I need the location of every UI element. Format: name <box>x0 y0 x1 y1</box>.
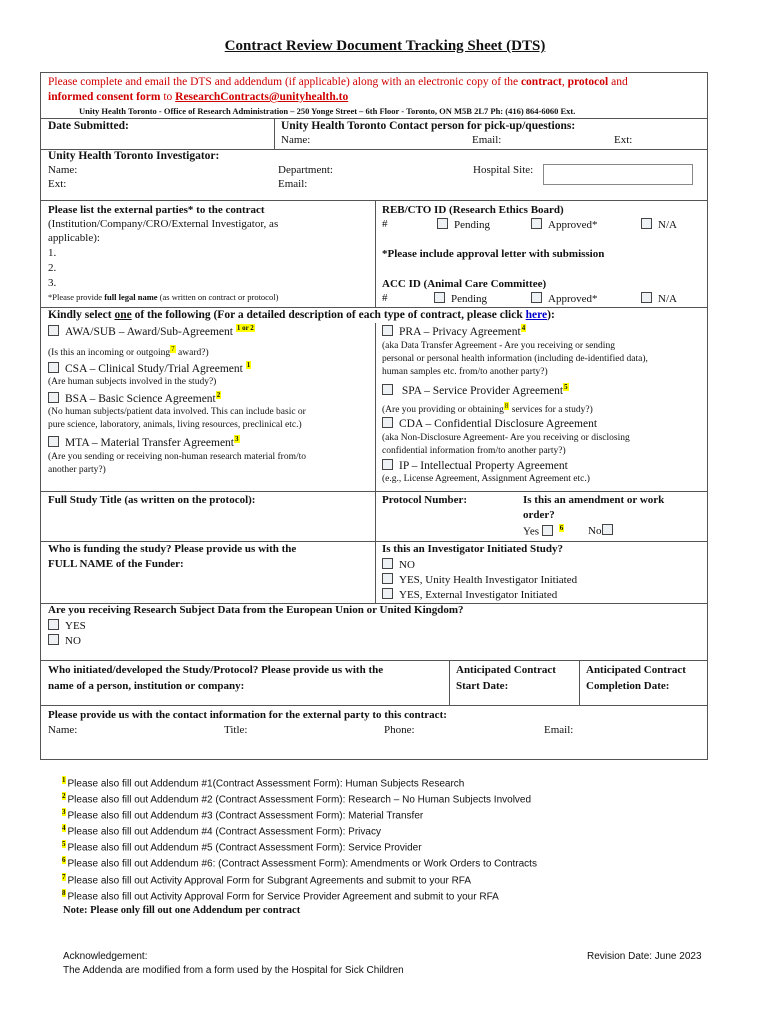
investigator-department-label: Department: <box>278 164 333 176</box>
footnote-3: $^3$ Please also fill out Addendum #3 (Contract Assessment Form): Material Transfer <box>62 808 424 822</box>
eu-yes-checkbox[interactable]: YES <box>48 619 86 632</box>
investigator-heading: Unity Health Toronto Investigator: <box>48 150 220 162</box>
awa-checkbox[interactable]: AWA/SUB – Award/Sub-Agreement $^{1 or 2}$ <box>48 324 255 338</box>
amendment-question: Is this an amendment or work <box>523 494 665 506</box>
checkbox-icon <box>602 524 613 535</box>
checkbox-icon <box>434 292 445 303</box>
completion-date-label-2: Completion Date: <box>586 680 670 692</box>
mta-checkbox[interactable]: MTA – Material Transfer Agreement$^3$ <box>48 435 240 449</box>
external-parties-sub: (Institution/Company/CRO/External Investigator, as <box>48 218 279 230</box>
acc-number-label: # <box>382 292 388 304</box>
checkbox-icon <box>48 325 59 336</box>
checkbox-icon <box>382 573 393 584</box>
iis-question: Is this an Investigator Initiated Study? <box>382 543 564 555</box>
footnote-2: $^2$ Please also fill out Addendum #2 (Contract Assessment Form): Research – No Human Subjects Involved <box>62 792 532 806</box>
cda-checkbox[interactable]: CDA – Confidential Disclosure Agreement <box>382 417 597 430</box>
footnote-6: $^6$ Please also fill out Addendum #6: (Contract Assessment Form): Amendments or Work Orders to Contracts <box>62 856 537 870</box>
checkbox-icon <box>48 436 59 447</box>
reb-number-label: # <box>382 218 388 230</box>
intro-line-1: Please complete and email the DTS and addendum (if applicable) along with an electronic copy of the contract, protocol and <box>48 76 628 88</box>
footnote-5: $^5$ Please also fill out Addendum #5 (Contract Assessment Form): Service Provider <box>62 840 422 854</box>
start-date-label-2: Start Date: <box>456 680 509 692</box>
footnote-7: $^7$ Please also fill out Activity Approval Form for Subgrant Agreements and submit to your RFA <box>62 873 472 887</box>
checkbox-icon <box>48 619 59 630</box>
office-address: Unity Health Toronto - Office of Research Administration – 250 Yonge Street – 6th Floor - Toronto, ON M5B 2L7 Ph: (416) 864-6060 Ext. <box>79 106 576 116</box>
iis-no-checkbox[interactable]: NO <box>382 558 415 571</box>
ip-checkbox[interactable]: IP – Intellectual Property Agreement <box>382 459 568 472</box>
csa-checkbox[interactable]: CSA – Clinical Study/Trial Agreement $^1$ <box>48 361 251 375</box>
external-parties-heading: Please list the external parties* to the contract <box>48 204 265 216</box>
pra-note-1: (aka Data Transfer Agreement - Are you receiving or sending <box>382 341 615 351</box>
checkbox-icon <box>382 588 393 599</box>
pra-note-2: personal or personal health information (including de-identified data), <box>382 354 648 364</box>
external-contact-name-label: Name: <box>48 724 78 736</box>
footnote-4: $^4$ Please also fill out Addendum #4 (Contract Assessment Form): Privacy <box>62 824 381 838</box>
pra-checkbox[interactable]: PRA – Privacy Agreement$^4$ <box>382 324 526 338</box>
acc-heading: ACC ID (Animal Care Committee) <box>382 278 547 290</box>
initiator-question: Who initiated/developed the Study/Protocol? Please provide us with the <box>48 664 384 676</box>
footnote-1: $^1$ Please also fill out Addendum #1(Contract Assessment Form): Human Subjects Research <box>62 776 465 790</box>
here-link[interactable]: here <box>525 309 548 321</box>
external-parties-sub-2: applicable): <box>48 232 100 244</box>
external-contact-phone-label: Phone: <box>384 724 415 736</box>
csa-note: (Are human subjects involved in the study?) <box>48 377 217 387</box>
external-party-2[interactable]: 2. <box>48 262 57 274</box>
acknowledgement-label: Acknowledgement: <box>63 951 148 962</box>
external-contact-title-label: Title: <box>224 724 248 736</box>
protocol-number-label: Protocol Number: <box>382 494 468 506</box>
cda-note-1: (aka Non-Disclosure Agreement- Are you receiving or disclosing <box>382 433 630 443</box>
iis-yes-unity-checkbox[interactable]: YES, Unity Health Investigator Initiated <box>382 573 577 586</box>
revision-date: Revision Date: June 2023 <box>587 951 702 962</box>
investigator-name-label: Name: <box>48 164 78 176</box>
mta-note-1: (Are you sending or receiving non-human research material from/to <box>48 452 306 462</box>
checkbox-icon <box>382 558 393 569</box>
ip-note: (e.g., License Agreement, Assignment Agreement etc.) <box>382 474 590 484</box>
checkbox-icon <box>382 384 393 395</box>
completion-date-label: Anticipated Contract <box>586 664 686 676</box>
cda-note-2: confidential information from/to another party?) <box>382 446 566 456</box>
reb-heading: REB/CTO ID (Research Ethics Board) <box>382 204 564 216</box>
tracking-form <box>40 72 708 760</box>
awa-note: (Is this an incoming or outgoing$^7$ award?) <box>48 345 209 359</box>
start-date-label: Anticipated Contract <box>456 664 556 676</box>
checkbox-icon <box>531 218 542 229</box>
checkbox-icon <box>542 525 553 536</box>
investigator-ext-label: Ext: <box>48 178 67 190</box>
footnote-8: $^8$ Please also fill out Activity Approval Form for Service Provider Agreement and submit to your RFA <box>62 889 499 903</box>
page-title: Contract Review Document Tracking Sheet (DTS) <box>224 38 546 54</box>
bsa-note-2: pure science, laboratory, animals, living resources, preclinical etc.) <box>48 420 302 430</box>
reb-pending-checkbox[interactable]: Pending <box>437 218 490 231</box>
legal-name-note: *Please provide full legal name (as written on contract or protocol) <box>48 292 279 302</box>
checkbox-icon <box>382 459 393 470</box>
contact-person-heading: Unity Health Toronto Contact person for pick-up/questions: <box>281 120 576 132</box>
acc-pending-checkbox[interactable]: Pending <box>434 292 487 305</box>
pra-note-3: human samples etc. from/to another party?) <box>382 367 548 377</box>
eu-no-checkbox[interactable]: NO <box>48 634 81 647</box>
investigator-email-label: Email: <box>278 178 308 190</box>
reb-na-checkbox[interactable]: N/A <box>641 218 677 231</box>
checkbox-icon <box>382 417 393 428</box>
checkbox-icon <box>437 218 448 229</box>
initiator-question-2: name of a person, institution or company: <box>48 680 245 692</box>
bsa-checkbox[interactable]: BSA – Basic Science Agreement$^2$ <box>48 391 221 405</box>
hospital-site-input[interactable] <box>543 164 693 185</box>
funder-question: Who is funding the study? Please provide us with the <box>48 543 297 555</box>
checkbox-icon <box>382 325 393 336</box>
external-contact-heading: Please provide us with the contact information for the external party to this contract: <box>48 709 447 721</box>
checkbox-icon <box>641 218 652 229</box>
amendment-question-2: order? <box>523 509 555 521</box>
full-study-title-label: Full Study Title (as written on the protocol): <box>48 494 256 506</box>
external-party-3[interactable]: 3. <box>48 277 57 289</box>
funder-question-2: FULL NAME of the Funder: <box>48 558 184 570</box>
checkbox-icon <box>531 292 542 303</box>
addenda-source-note: The Addenda are modified from a form used by the Hospital for Sick Children <box>63 965 404 976</box>
checkbox-icon <box>641 292 652 303</box>
iis-yes-external-checkbox[interactable]: YES, External Investigator Initiated <box>382 588 557 601</box>
reb-approved-checkbox[interactable]: Approved* <box>531 218 598 231</box>
checkbox-icon <box>48 634 59 645</box>
amendment-yes-checkbox[interactable]: Yes $^6$ <box>523 524 564 538</box>
acc-approved-checkbox[interactable]: Approved* <box>531 292 598 305</box>
hospital-site-label: Hospital Site: <box>473 164 534 176</box>
bsa-note-1: (No human subjects/patient data involved. This can include basic or <box>48 407 306 417</box>
contract-type-heading: Kindly select one of the following (For a detailed description of each type of contract, please click here): <box>48 309 555 321</box>
spa-note: (Are you providing or obtaining$^8$ services for a study?) <box>382 402 593 416</box>
contact-ext-label: Ext: <box>614 134 633 146</box>
amendment-no-checkbox[interactable]: No <box>588 524 619 537</box>
checkbox-icon <box>48 362 59 373</box>
contact-name-label: Name: <box>281 134 311 146</box>
addendum-note: Note: Please only fill out one Addendum per contract <box>63 905 301 916</box>
external-party-1[interactable]: 1. <box>48 247 57 259</box>
contact-email-label: Email: <box>472 134 502 146</box>
mta-note-2: another party?) <box>48 465 106 475</box>
spa-checkbox[interactable]: SPA – Service Provider Agreement$^5$ <box>382 383 569 397</box>
intro-line-2: informed consent form to ResearchContracts@unityhealth.to <box>48 91 349 103</box>
eu-data-question: Are you receiving Research Subject Data from the European Union or United Kingdom? <box>48 604 464 616</box>
external-contact-email-label: Email: <box>544 724 574 736</box>
acc-na-checkbox[interactable]: N/A <box>641 292 677 305</box>
approval-letter-note: *Please include approval letter with submission <box>382 248 605 260</box>
checkbox-icon <box>48 392 59 403</box>
date-submitted-label: Date Submitted: <box>48 120 129 132</box>
submission-email-link[interactable]: ResearchContracts@unityhealth.to <box>175 91 349 103</box>
